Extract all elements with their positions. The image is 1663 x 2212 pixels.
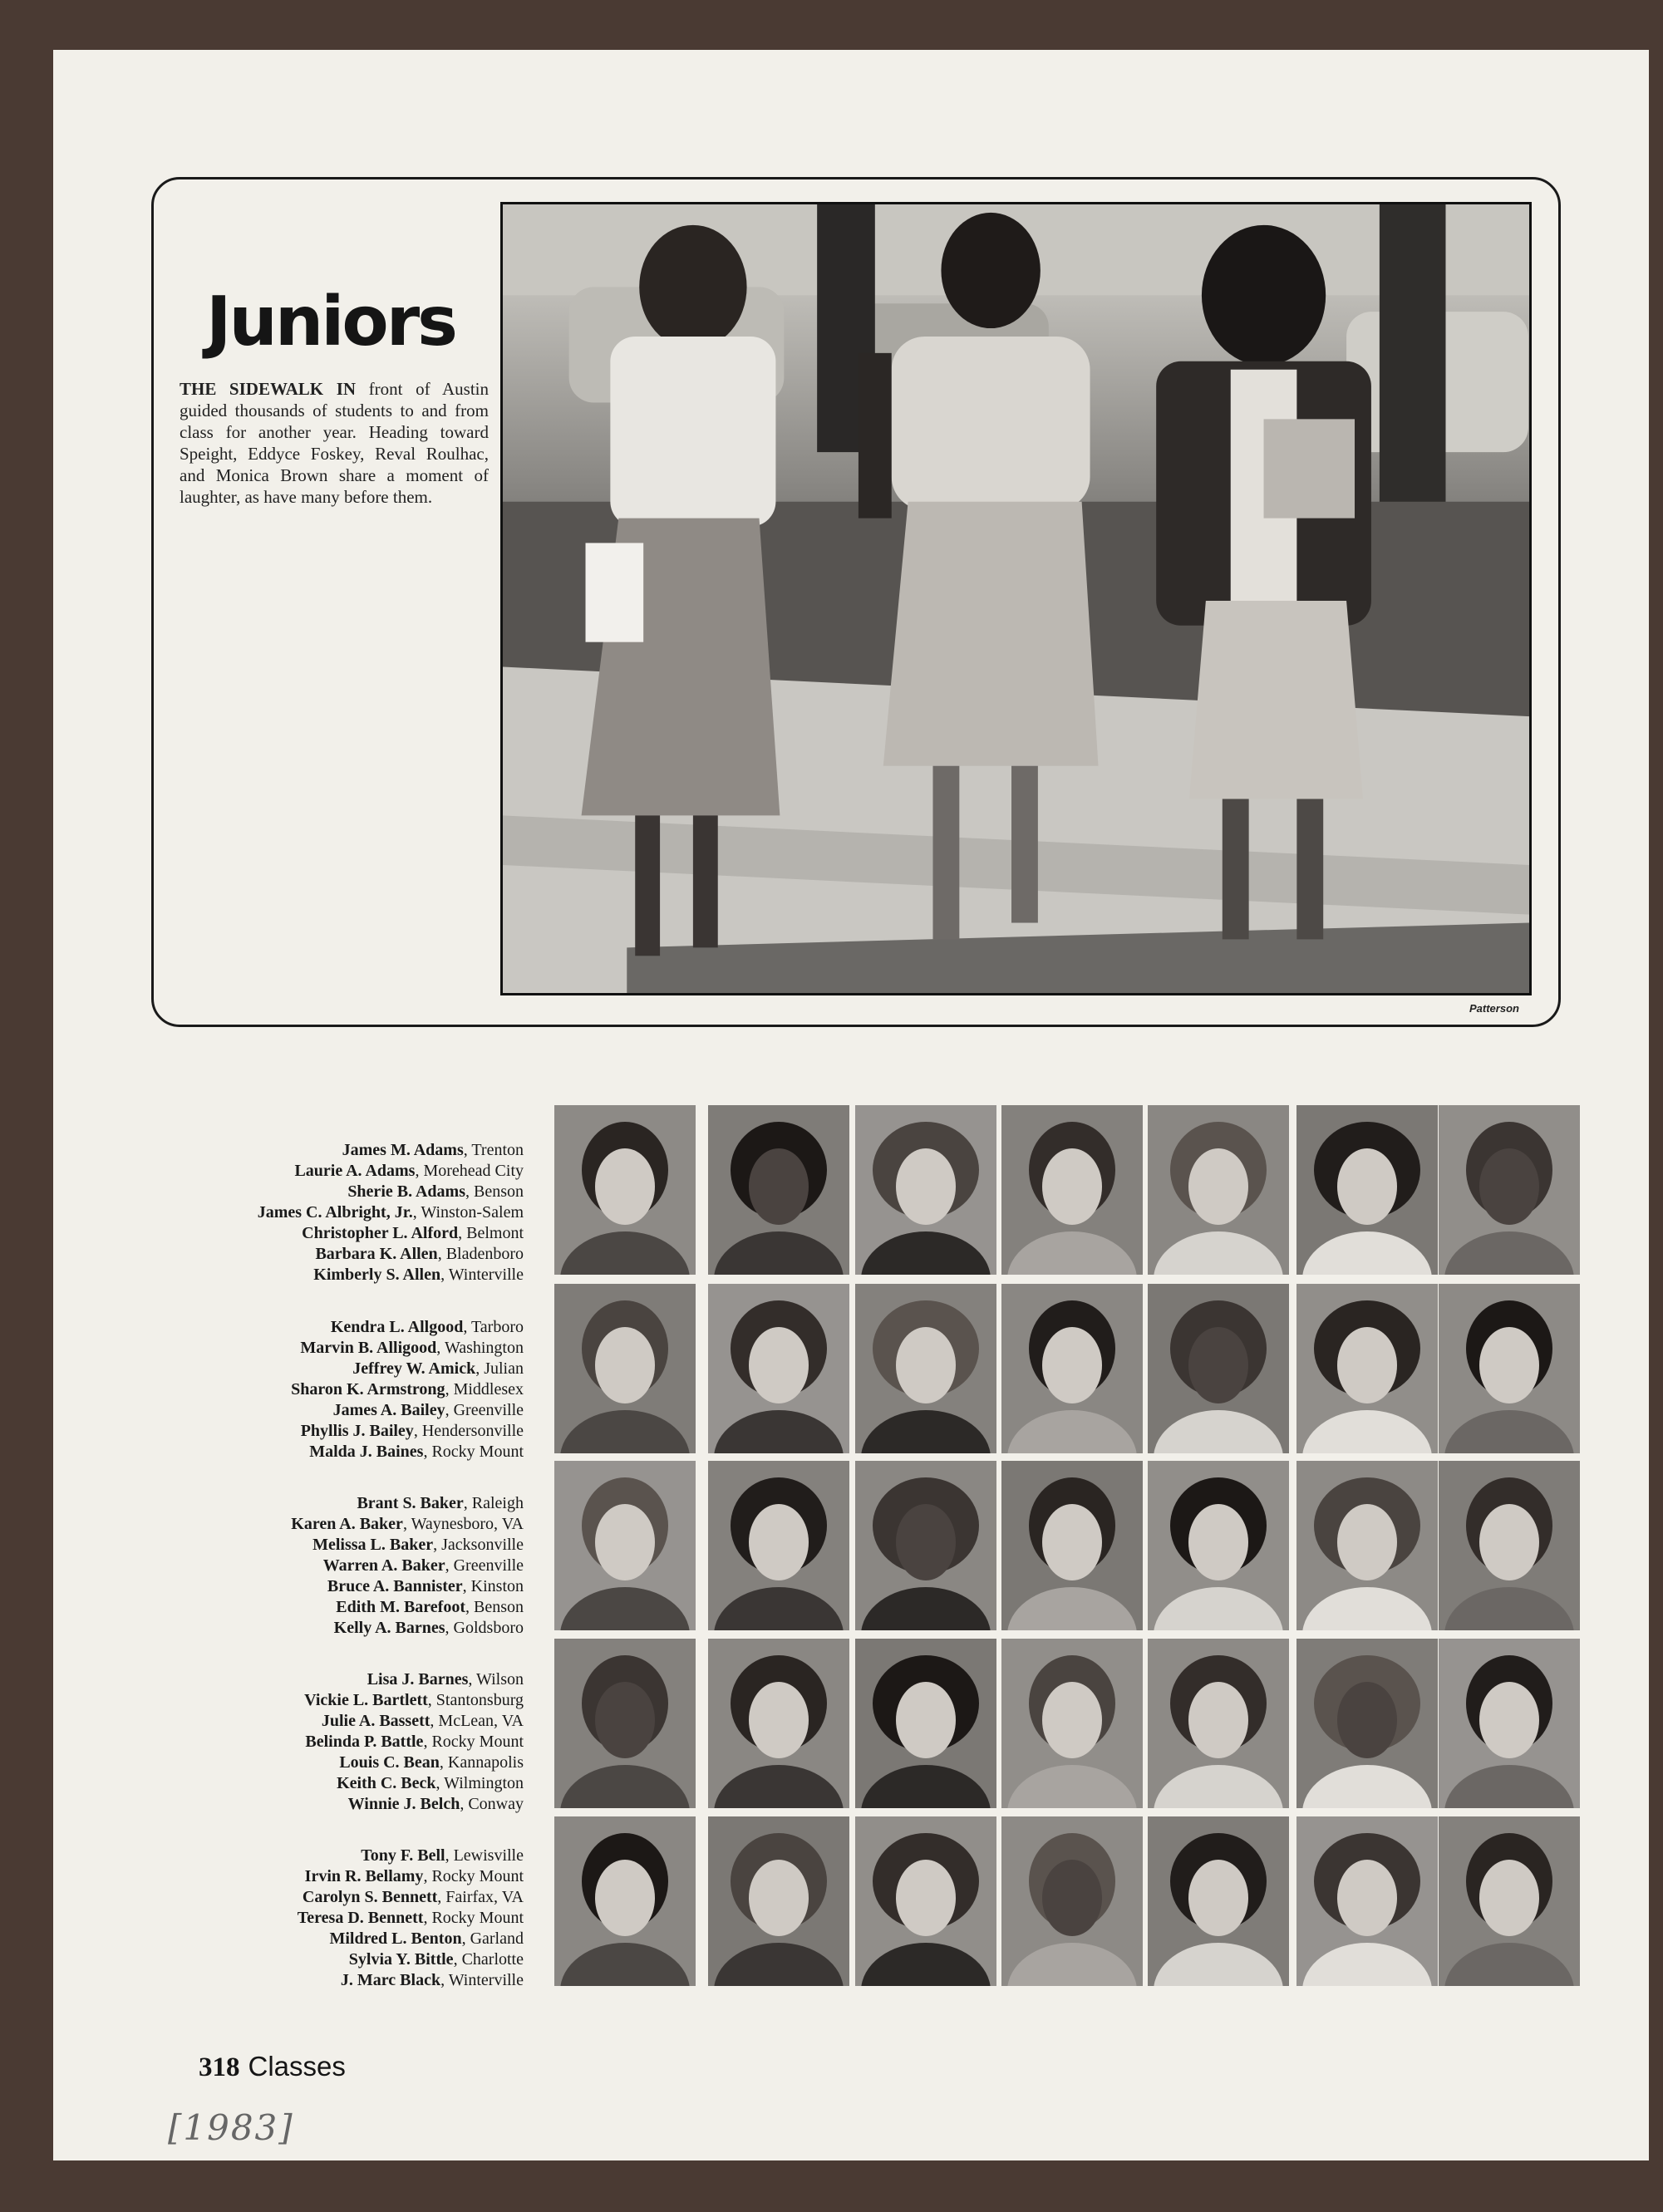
portrait-photo (554, 1639, 696, 1808)
student-hometown: Washington (444, 1339, 524, 1357)
student-name: Phyllis J. Bailey (300, 1422, 414, 1440)
page-title: Juniors (206, 283, 455, 361)
student-hometown: Greenville (453, 1401, 524, 1419)
student-name: Sylvia Y. Bittle (348, 1950, 454, 1969)
student-portrait (708, 1284, 849, 1453)
portrait-photo (1296, 1105, 1438, 1275)
student-name: Karen A. Baker (291, 1515, 403, 1533)
portrait-photo (708, 1461, 849, 1630)
roster-entry: Laurie A. Adams, Morehead City (294, 1162, 524, 1180)
portrait-photo (554, 1461, 696, 1630)
portrait-photo (1439, 1639, 1580, 1808)
student-name: Brant S. Baker (357, 1494, 464, 1512)
student-portrait (1439, 1461, 1580, 1630)
roster-entry: Kelly A. Barnes, Goldsboro (333, 1619, 524, 1637)
student-portrait (1001, 1639, 1143, 1808)
student-hometown: Lewisville (453, 1846, 524, 1865)
student-hometown: Winterville (448, 1266, 524, 1284)
roster-entry: Teresa D. Bennett, Rocky Mount (297, 1909, 524, 1927)
student-hometown: Rocky Mount (431, 1909, 524, 1927)
student-hometown: Kinston (470, 1577, 524, 1595)
feature-photo (500, 202, 1532, 995)
student-hometown: Greenville (453, 1556, 524, 1575)
student-hometown: Morehead City (423, 1162, 524, 1180)
roster-entry: James M. Adams, Trenton (342, 1141, 524, 1159)
student-portrait (1001, 1105, 1143, 1275)
student-name: J. Marc Black (340, 1971, 441, 1989)
student-hometown: Middlesex (453, 1380, 524, 1398)
student-portrait (1001, 1816, 1143, 1986)
roster-entry: Jeffrey W. Amick, Julian (352, 1359, 524, 1378)
roster-entry: Phyllis J. Bailey, Hendersonville (300, 1422, 524, 1440)
roster-entry: Barbara K. Allen, Bladenboro (315, 1245, 524, 1263)
student-portrait (1296, 1461, 1438, 1630)
student-hometown: Waynesboro, VA (411, 1515, 524, 1533)
portrait-photo (855, 1639, 996, 1808)
portrait-photo (1296, 1639, 1438, 1808)
student-hometown: Hendersonville (421, 1422, 524, 1440)
student-name: Tony F. Bell (361, 1846, 445, 1865)
portrait-photo (855, 1105, 996, 1275)
roster-group (0, 1493, 524, 1639)
portrait-photo (554, 1105, 696, 1275)
portrait-photo (1439, 1284, 1580, 1453)
student-name: Warren A. Baker (322, 1556, 445, 1575)
roster-entry: Tony F. Bell, Lewisville (361, 1846, 524, 1865)
student-name: Edith M. Barefoot (336, 1598, 465, 1616)
roster-entry: Warren A. Baker, Greenville (322, 1556, 524, 1575)
roster-entry: Kendra L. Allgood, Tarboro (330, 1318, 524, 1336)
roster-entry: Sherie B. Adams, Benson (347, 1182, 524, 1201)
student-hometown: Trenton (471, 1141, 524, 1159)
student-portrait (855, 1284, 996, 1453)
portrait-photo (1148, 1461, 1289, 1630)
student-hometown: Charlotte (461, 1950, 524, 1969)
roster-entry: Christopher L. Alford, Belmont (302, 1224, 524, 1242)
student-name: Christopher L. Alford (302, 1224, 459, 1242)
student-name: Marvin B. Alligood (300, 1339, 437, 1357)
student-name: Kendra L. Allgood (330, 1318, 464, 1336)
student-hometown: Wilson (476, 1670, 524, 1688)
student-portrait (1296, 1105, 1438, 1275)
portrait-photo (554, 1816, 696, 1986)
student-name: James C. Albright, Jr. (257, 1203, 413, 1222)
page-number: 318 (199, 2052, 240, 2082)
student-hometown: Bladenboro (445, 1245, 524, 1263)
student-portrait (1296, 1284, 1438, 1453)
portrait-photo (1148, 1816, 1289, 1986)
roster-group (0, 1846, 524, 1991)
portrait-photo (1439, 1816, 1580, 1986)
student-name: Jeffrey W. Amick (352, 1359, 476, 1378)
roster-entry: Mildred L. Benton, Garland (329, 1929, 524, 1948)
student-hometown: McLean, VA (438, 1712, 524, 1730)
student-name: Sherie B. Adams (347, 1182, 465, 1201)
student-portrait (855, 1639, 996, 1808)
student-portrait (554, 1816, 696, 1986)
portrait-photo (1148, 1105, 1289, 1275)
roster-entry: Keith C. Beck, Wilmington (337, 1774, 524, 1792)
student-hometown: Raleigh (471, 1494, 524, 1512)
student-name: Bruce A. Bannister (327, 1577, 463, 1595)
student-hometown: Stantonsburg (435, 1691, 524, 1709)
student-portrait (1148, 1639, 1289, 1808)
portrait-photo (855, 1816, 996, 1986)
roster-entry: Winnie J. Belch, Conway (347, 1795, 524, 1813)
roster-entry: James A. Bailey, Greenville (332, 1401, 524, 1419)
student-hometown: Rocky Mount (431, 1867, 524, 1885)
student-name: Keith C. Beck (337, 1774, 436, 1792)
caption-text: front of Austin guided thousands of students to and from class for another year. Heading toward Speight, Eddyce Foskey, Reval Roulhac, and Monica Brown share a moment of laughter, as have many before them. (180, 379, 490, 507)
roster-entry: Lisa J. Barnes, Wilson (367, 1670, 524, 1688)
student-portrait (1439, 1639, 1580, 1808)
student-hometown: Kannapolis (447, 1753, 524, 1772)
student-portrait (855, 1105, 996, 1275)
student-name: Barbara K. Allen (315, 1245, 438, 1263)
student-name: Louis C. Bean (339, 1753, 440, 1772)
portrait-photo (1001, 1284, 1143, 1453)
caption-lead: THE SIDEWALK IN (180, 379, 357, 399)
student-portrait (1439, 1816, 1580, 1986)
roster-entry: Irvin R. Bellamy, Rocky Mount (304, 1867, 524, 1885)
student-hometown: Goldsboro (453, 1619, 524, 1637)
student-name: Mildred L. Benton (329, 1929, 462, 1948)
student-hometown: Garland (470, 1929, 524, 1948)
student-hometown: Julian (484, 1359, 524, 1378)
student-portrait (554, 1461, 696, 1630)
student-portrait (554, 1105, 696, 1275)
roster-entry: Bruce A. Bannister, Kinston (327, 1577, 524, 1595)
student-name: Teresa D. Bennett (297, 1909, 424, 1927)
section-name: Classes (248, 2051, 346, 2082)
student-portrait (708, 1816, 849, 1986)
student-name: James M. Adams (342, 1141, 464, 1159)
roster-entry: Louis C. Bean, Kannapolis (339, 1753, 524, 1772)
student-portrait (1001, 1284, 1143, 1453)
student-portrait (1148, 1105, 1289, 1275)
student-hometown: Benson (474, 1182, 524, 1201)
feature-photo-image (503, 204, 1529, 993)
student-portrait (554, 1284, 696, 1453)
roster-entry: James C. Albright, Jr., Winston-Salem (257, 1203, 524, 1222)
student-name: Carolyn S. Bennett (302, 1888, 438, 1906)
student-portrait (1148, 1284, 1289, 1453)
student-hometown: Rocky Mount (431, 1443, 524, 1461)
student-name: Lisa J. Barnes (367, 1670, 469, 1688)
portrait-photo (1001, 1105, 1143, 1275)
roster-entry: Sharon K. Armstrong, Middlesex (291, 1380, 524, 1398)
roster-entry: Edith M. Barefoot, Benson (336, 1598, 524, 1616)
roster-entry: Sylvia Y. Bittle, Charlotte (348, 1950, 524, 1969)
student-name: Julie A. Bassett (321, 1712, 431, 1730)
portrait-photo (855, 1284, 996, 1453)
portrait-photo (1001, 1639, 1143, 1808)
roster-group (0, 1669, 524, 1815)
student-name: Belinda P. Battle (305, 1733, 424, 1751)
roster-entry: Carolyn S. Bennett, Fairfax, VA (302, 1888, 524, 1906)
student-portrait (708, 1639, 849, 1808)
student-hometown: Benson (474, 1598, 524, 1616)
portrait-photo (1439, 1461, 1580, 1630)
student-hometown: Belmont (466, 1224, 524, 1242)
handwritten-year-note: [1983] (168, 2107, 294, 2148)
portrait-photo (1296, 1461, 1438, 1630)
student-name: Sharon K. Armstrong (291, 1380, 445, 1398)
roster-group (0, 1140, 524, 1285)
portrait-photo (708, 1639, 849, 1808)
student-name: Melissa L. Baker (312, 1536, 434, 1554)
student-name: Kelly A. Barnes (333, 1619, 445, 1637)
student-portrait (1148, 1461, 1289, 1630)
portrait-photo (1296, 1816, 1438, 1986)
portrait-photo (708, 1816, 849, 1986)
student-hometown: Conway (468, 1795, 524, 1813)
roster-entry: Melissa L. Baker, Jacksonville (312, 1536, 524, 1554)
portrait-photo (1296, 1284, 1438, 1453)
student-hometown: Winston-Salem (421, 1203, 524, 1222)
page-folio (199, 2051, 346, 2083)
portrait-photo (1001, 1461, 1143, 1630)
student-name: James A. Bailey (332, 1401, 445, 1419)
portrait-photo (1148, 1639, 1289, 1808)
student-name: Irvin R. Bellamy (304, 1867, 424, 1885)
student-hometown: Winterville (448, 1971, 524, 1989)
student-portrait (708, 1461, 849, 1630)
portrait-photo (1001, 1816, 1143, 1986)
student-hometown: Wilmington (444, 1774, 524, 1792)
roster-entry: Julie A. Bassett, McLean, VA (321, 1712, 524, 1730)
portrait-photo (708, 1105, 849, 1275)
student-name: Winnie J. Belch (347, 1795, 460, 1813)
student-portrait (855, 1461, 996, 1630)
student-portrait (1439, 1284, 1580, 1453)
photo-credit: Patterson (1469, 1002, 1519, 1015)
student-hometown: Jacksonville (441, 1536, 524, 1554)
student-name: Vickie L. Bartlett (304, 1691, 428, 1709)
roster-entry: Malda J. Baines, Rocky Mount (309, 1443, 524, 1461)
portrait-photo (708, 1284, 849, 1453)
roster-entry: Kimberly S. Allen, Winterville (313, 1266, 524, 1284)
portrait-photo (1439, 1105, 1580, 1275)
portrait-photo (554, 1284, 696, 1453)
roster-entry: Marvin B. Alligood, Washington (300, 1339, 524, 1357)
roster-entry: Vickie L. Bartlett, Stantonsburg (304, 1691, 524, 1709)
roster-group (0, 1317, 524, 1462)
student-hometown: Rocky Mount (431, 1733, 524, 1751)
student-portrait (1148, 1816, 1289, 1986)
roster-entry: Brant S. Baker, Raleigh (357, 1494, 524, 1512)
roster-entry: Belinda P. Battle, Rocky Mount (305, 1733, 524, 1751)
roster-entry: Karen A. Baker, Waynesboro, VA (291, 1515, 524, 1533)
student-name: Malda J. Baines (309, 1443, 424, 1461)
student-hometown: Fairfax, VA (445, 1888, 524, 1906)
student-portrait (1296, 1816, 1438, 1986)
portrait-photo (1148, 1284, 1289, 1453)
student-portrait (855, 1816, 996, 1986)
student-portrait (1001, 1461, 1143, 1630)
photo-caption (180, 378, 489, 508)
student-portrait (708, 1105, 849, 1275)
student-hometown: Tarboro (470, 1318, 524, 1336)
portrait-photo (855, 1461, 996, 1630)
student-portrait (554, 1639, 696, 1808)
student-portrait (1296, 1639, 1438, 1808)
roster-entry: J. Marc Black, Winterville (340, 1971, 524, 1989)
student-name: Kimberly S. Allen (313, 1266, 441, 1284)
student-name: Laurie A. Adams (294, 1162, 416, 1180)
student-portrait (1439, 1105, 1580, 1275)
